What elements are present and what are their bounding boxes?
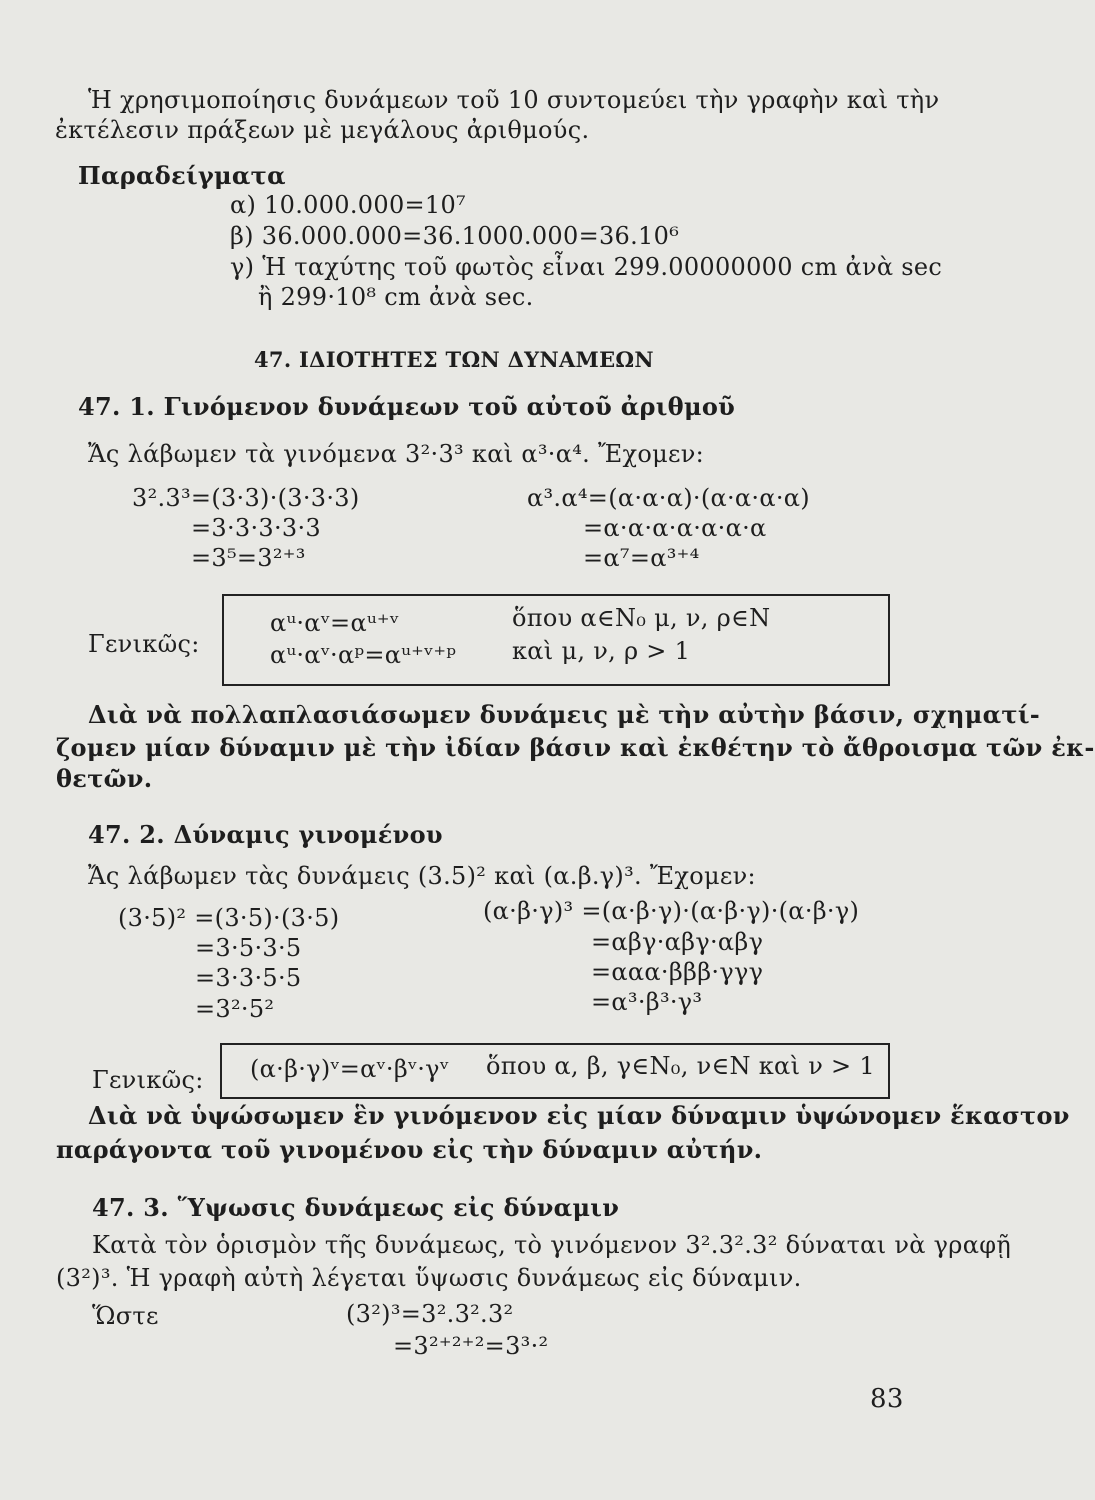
s1-formula-1: αᵘ·αᵛ=αᵘ⁺ᵛ bbox=[270, 609, 400, 637]
s2-condition: ὅπου α, β, γ∈N₀, ν∈N καὶ ν > 1 bbox=[486, 1052, 875, 1080]
s2-right-1: (α·β·γ)³ =(α·β·γ)·(α·β·γ)·(α·β·γ) bbox=[483, 897, 860, 925]
example-c-2: ἢ 299·10⁸ cm ἀνὰ sec. bbox=[258, 283, 534, 311]
s1-intro: Ἄς λάβωμεν τὰ γινόμενα 3²·3³ καὶ α³·α⁴. Ἔχομεν: bbox=[88, 440, 704, 468]
s1-rule-1: Διὰ νὰ πολλαπλασιάσωμεν δυνάμεις μὲ τὴν αὐτὴν βάσιν, σχηματί- bbox=[88, 700, 1041, 729]
s1-rule-2: ζομεν μίαν δύναμιν μὲ τὴν ἰδίαν βάσιν καὶ ἐκθέτην τὸ ἄθροισμα τῶν ἐκ- bbox=[56, 733, 1095, 762]
s1-left-3: =3⁵=3²⁺³ bbox=[191, 544, 306, 572]
s2-intro: Ἄς λάβωμεν τὰς δυνάμεις (3.5)² καὶ (α.β.γ)³. Ἔχομεν: bbox=[88, 862, 756, 890]
s1-right-2: =α·α·α·α·α·α·α bbox=[583, 514, 767, 542]
examples-title: Παραδείγματα bbox=[78, 161, 286, 190]
section-47-title: 47. ΙΔΙΟΤΗΤΕΣ ΤΩΝ ΔΥΝΑΜΕΩΝ bbox=[254, 347, 654, 372]
s1-right-3: =α⁷=α³⁺⁴ bbox=[583, 544, 700, 572]
example-c-1: γ) Ἡ ταχύτης τοῦ φωτὸς εἶναι 299.00000000 cm ἀνὰ sec bbox=[230, 253, 943, 281]
s2-general-label: Γενικῶς: bbox=[92, 1066, 204, 1094]
s1-formula-2: αᵘ·αᵛ·αᵖ=αᵘ⁺ᵛ⁺ᵖ bbox=[270, 641, 457, 669]
intro-line-2: ἐκτέλεσιν πράξεων μὲ μεγάλους ἀριθμούς. bbox=[55, 116, 590, 144]
section-47-2-title: 47. 2. Δύναμις γινομένου bbox=[88, 820, 443, 849]
s3-equation-2: =3²⁺²⁺²=3³·² bbox=[393, 1332, 549, 1360]
s3-so-label: Ὥστε bbox=[92, 1302, 159, 1330]
s2-right-3: =ααα·βββ·γγγ bbox=[591, 958, 764, 986]
s3-equation-1: (3²)³=3².3².3² bbox=[346, 1300, 514, 1328]
s1-rule-3: θετῶν. bbox=[56, 764, 153, 793]
s2-right-4: =α³·β³·γ³ bbox=[591, 988, 703, 1016]
s2-left-3: =3·3·5·5 bbox=[195, 964, 302, 992]
s2-left-2: =3·5·3·5 bbox=[195, 934, 302, 962]
page-number: 83 bbox=[870, 1384, 904, 1414]
s3-line-2: (3²)³. Ἡ γραφὴ αὐτὴ λέγεται ὕψωσις δυνάμεως εἰς δύναμιν. bbox=[56, 1264, 802, 1292]
s3-line-1: Κατὰ τὸν ὁρισμὸν τῆς δυνάμεως, τὸ γινόμενον 3².3².3² δύναται νὰ γραφῇ bbox=[92, 1231, 1011, 1259]
intro-line-1: Ἡ χρησιμοποίησις δυνάμεων τοῦ 10 συντομεύει τὴν γραφὴν καὶ τὴν bbox=[88, 86, 940, 114]
s2-left-4: =3²·5² bbox=[195, 995, 275, 1023]
s1-condition-1: ὅπου α∈N₀ μ, ν, ρ∈N bbox=[512, 604, 771, 632]
s2-formula: (α·β·γ)ᵛ=αᵛ·βᵛ·γᵛ bbox=[250, 1055, 450, 1083]
example-a: α) 10.000.000=10⁷ bbox=[230, 191, 466, 219]
s1-right-1: α³.α⁴=(α·α·α)·(α·α·α·α) bbox=[527, 484, 810, 512]
s1-left-2: =3·3·3·3·3 bbox=[191, 514, 321, 542]
example-b: β) 36.000.000=36.1000.000=36.10⁶ bbox=[230, 222, 680, 250]
s2-left-1: (3·5)² =(3·5)·(3·5) bbox=[118, 904, 340, 932]
section-47-3-title: 47. 3. Ὕψωσις δυνάμεως εἰς δύναμιν bbox=[92, 1193, 620, 1222]
s1-condition-2: καὶ μ, ν, ρ > 1 bbox=[512, 637, 691, 665]
s1-general-label: Γενικῶς: bbox=[88, 630, 200, 658]
s2-right-2: =αβγ·αβγ·αβγ bbox=[591, 928, 764, 956]
s2-rule-1: Διὰ νὰ ὑψώσωμεν ἓν γινόμενον εἰς μίαν δύναμιν ὑψώνομεν ἕκαστον bbox=[88, 1101, 1070, 1130]
section-47-1-title: 47. 1. Γινόμενον δυνάμεων τοῦ αὐτοῦ ἀριθμοῦ bbox=[78, 392, 736, 421]
s2-rule-2: παράγοντα τοῦ γινομένου εἰς τὴν δύναμιν αὐτήν. bbox=[56, 1135, 763, 1164]
s1-left-1: 3².3³=(3·3)·(3·3·3) bbox=[132, 484, 360, 512]
